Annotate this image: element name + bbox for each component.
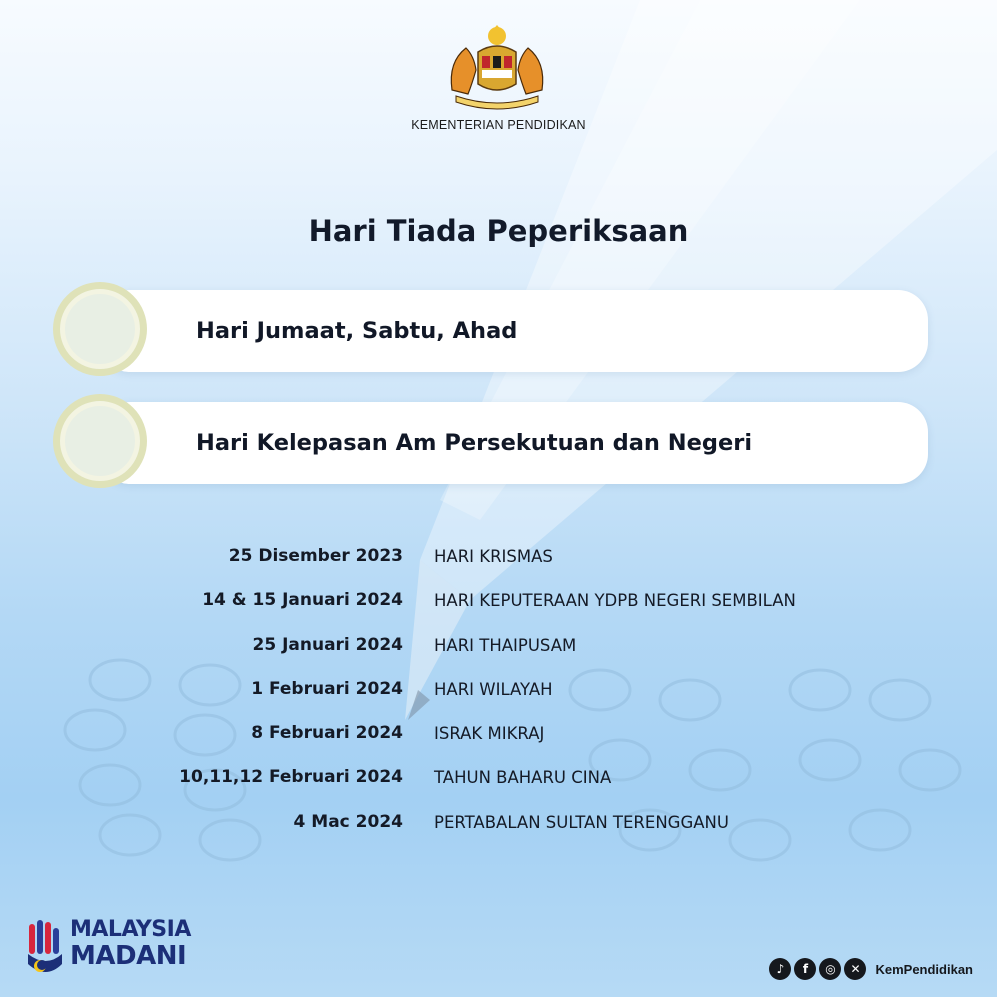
- holiday-date: 8 Februari 2024: [251, 723, 403, 744]
- list-item: [0, 671, 997, 715]
- list-item: [0, 627, 997, 671]
- page-title: Hari Tiada Peperiksaan: [308, 214, 689, 248]
- holiday-list: [0, 538, 997, 848]
- holiday-name: PERTABALAN SULTAN TERENGGANU: [434, 812, 729, 832]
- info-item-label: Hari Kelepasan Am Persekutuan dan Negeri: [196, 430, 753, 456]
- brand-line-2: MADANI: [70, 941, 187, 971]
- madani-hand-icon: [26, 918, 66, 980]
- holiday-date: 14 & 15 Januari 2024: [202, 590, 403, 611]
- coat-of-arms-logo: [438, 22, 556, 110]
- info-item-public-holidays: [100, 402, 928, 484]
- instagram-icon[interactable]: ◎: [819, 958, 841, 980]
- holiday-date: 1 Februari 2024: [251, 678, 403, 699]
- list-item: [0, 582, 997, 626]
- malaysia-madani-logo: [26, 918, 216, 982]
- list-item: [0, 538, 997, 582]
- holiday-name: HARI KRISMAS: [434, 547, 553, 566]
- ministry-name: KEMENTERIAN PENDIDIKAN: [411, 118, 586, 132]
- info-item-weekend: [100, 290, 928, 372]
- facebook-icon[interactable]: f: [794, 958, 816, 980]
- bullet-circle-icon: [53, 394, 147, 488]
- holiday-name: HARI WILAYAH: [434, 679, 553, 699]
- x-icon[interactable]: ✕: [844, 958, 866, 980]
- brand-line-1: MALAYSIA: [70, 917, 191, 942]
- list-item: [0, 804, 997, 848]
- holiday-date: 25 Disember 2023: [228, 546, 403, 566]
- list-item: [0, 715, 997, 759]
- holiday-date: 10,11,12 Februari 2024: [179, 767, 403, 788]
- info-item-label: Hari Jumaat, Sabtu, Ahad: [196, 318, 518, 344]
- holiday-date: 25 Januari 2024: [252, 634, 403, 655]
- holiday-name: HARI KEPUTERAAN YDPB NEGERI SEMBILAN: [434, 591, 796, 611]
- list-item: [0, 759, 997, 803]
- social-handle[interactable]: KemPendidikan: [875, 961, 973, 977]
- tiktok-icon[interactable]: ♪: [769, 958, 791, 980]
- bullet-circle-icon: [53, 282, 147, 376]
- holiday-name: ISRAK MIKRAJ: [434, 724, 545, 744]
- madani-wordmark: [70, 918, 191, 970]
- social-bar: [769, 956, 973, 982]
- holiday-name: TAHUN BAHARU CINA: [434, 768, 612, 788]
- holiday-name: HARI THAIPUSAM: [434, 635, 577, 655]
- holiday-date: 4 Mac 2024: [293, 811, 403, 832]
